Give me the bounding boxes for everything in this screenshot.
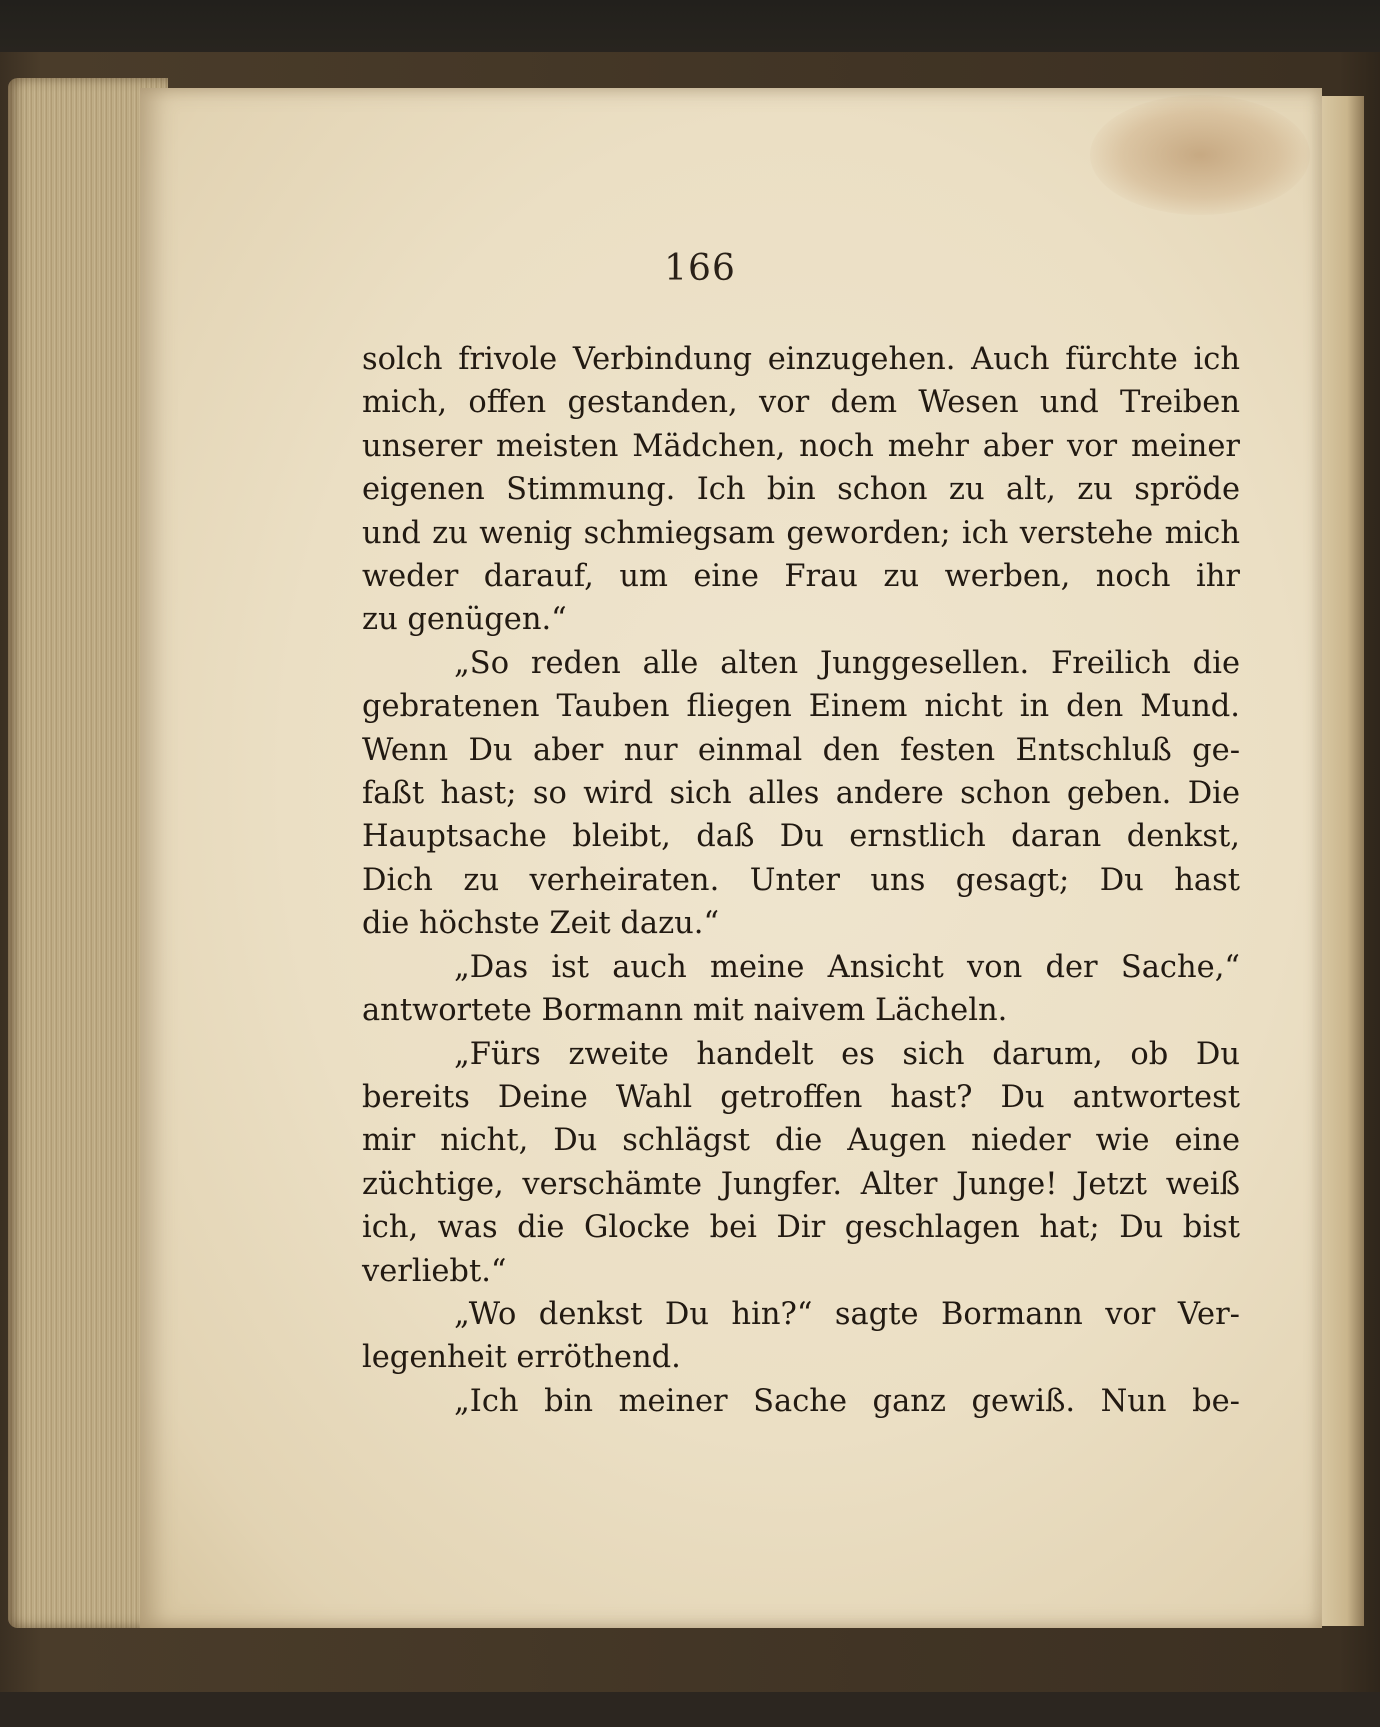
text-line: mir nicht, Du schlägst die Augen nieder wie eine bbox=[362, 1123, 1240, 1159]
text-line: „Das ist auch meine Ansicht von der Sache,“ bbox=[454, 949, 1240, 985]
text-line: „Fürs zweite handelt es sich darum, ob Du bbox=[454, 1036, 1240, 1072]
text-line: „So reden alle alten Junggesellen. Freilich die bbox=[454, 645, 1240, 681]
text-line: mich, offen gestanden, vor dem Wesen und Treiben bbox=[362, 385, 1240, 421]
text-line: eigenen Stimmung. Ich bin schon zu alt, zu spröde bbox=[362, 472, 1240, 508]
text-line: „Wo denkst Du hin?“ sagte Bormann vor Ver- bbox=[454, 1296, 1240, 1332]
text-line: legenheit erröthend. bbox=[362, 1340, 681, 1376]
text-line: die höchste Zeit dazu.“ bbox=[362, 906, 720, 942]
text-line: gebratenen Tauben fliegen Einem nicht in den Mund. bbox=[362, 689, 1240, 725]
page-text bbox=[362, 338, 1240, 1423]
paper-stain bbox=[1090, 95, 1310, 215]
text-line: bereits Deine Wahl getroffen hast? Du antwortest bbox=[362, 1079, 1240, 1115]
text-line: Dich zu verheiraten. Unter uns gesagt; Du hast bbox=[362, 862, 1240, 898]
text-line: faßt hast; so wird sich alles andere schon geben. Die bbox=[362, 776, 1240, 812]
page-right-edge bbox=[1322, 96, 1364, 1626]
page-number: 166 bbox=[664, 248, 736, 289]
text-line: und zu wenig schmiegsam geworden; ich verstehe mich bbox=[362, 515, 1240, 551]
text-line: ich, was die Glocke bei Dir geschlagen hat; Du bist bbox=[362, 1210, 1240, 1246]
text-line: unserer meisten Mädchen, noch mehr aber vor meiner bbox=[362, 428, 1240, 464]
text-line: zu genügen.“ bbox=[362, 602, 567, 638]
text-line: züchtige, verschämte Jungfer. Alter Junge! Jetzt weiß bbox=[362, 1166, 1240, 1202]
text-line: antwortete Bormann mit naivem Lächeln. bbox=[362, 993, 1008, 1029]
text-line: solch frivole Verbindung einzugehen. Auch fürchte ich bbox=[362, 342, 1240, 377]
text-line: verliebt.“ bbox=[362, 1253, 507, 1289]
text-line: weder darauf, um eine Frau zu werben, noch ihr bbox=[362, 559, 1240, 595]
text-line: Hauptsache bleibt, daß Du ernstlich daran denkst, bbox=[362, 819, 1240, 855]
text-line: „Ich bin meiner Sache ganz gewiß. Nun be- bbox=[454, 1383, 1240, 1419]
text-line: Wenn Du aber nur einmal den festen Entschluß ge- bbox=[362, 732, 1240, 768]
